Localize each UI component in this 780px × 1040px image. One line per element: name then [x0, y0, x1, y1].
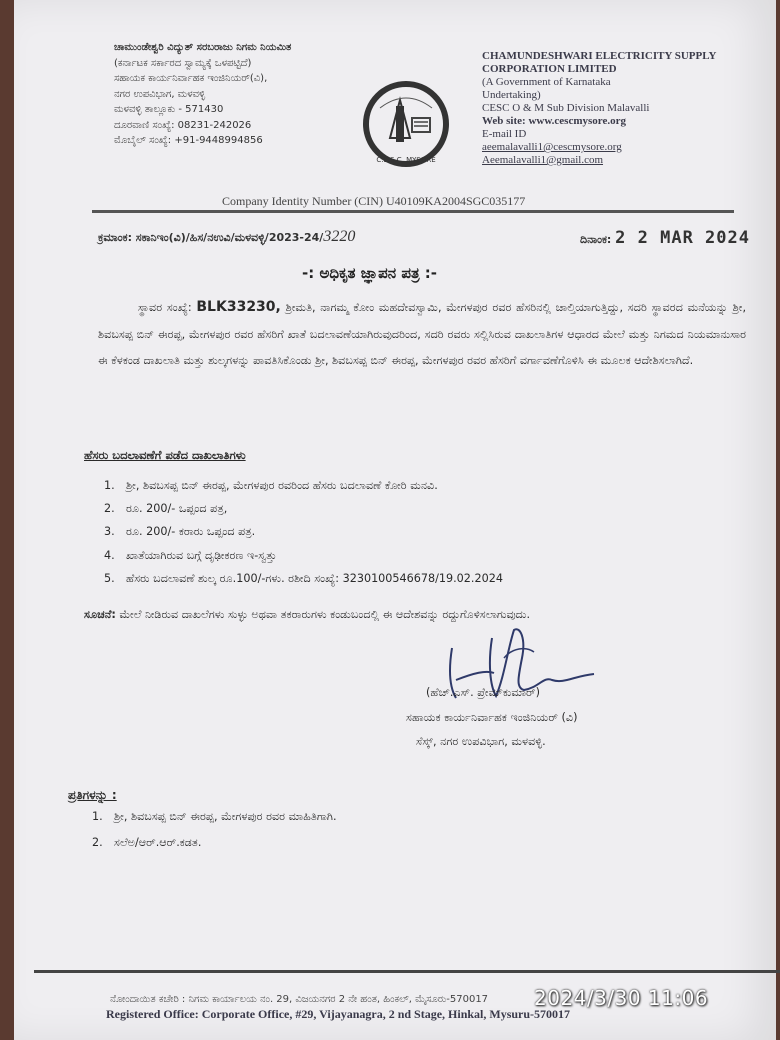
copies-list — [92, 804, 337, 856]
reference-number — [98, 228, 355, 246]
list-item — [104, 520, 503, 543]
signatory-office: ಸೆಸ್ಕ್, ನಗರ ಉಪವಿಭಾಗ, ಮಳವಳ್ಳಿ. — [416, 735, 546, 748]
letterhead-line: CESC O & M Sub Division Malavalli — [482, 102, 650, 114]
note-label: ಸೂಚನೆ: — [84, 608, 116, 621]
date-line — [580, 228, 750, 248]
letterhead-line: ಚಾಮುಂಡೇಶ್ವರಿ ವಿದ್ಯುತ್ ಸರಬರಾಜು ನಿಗಮ ನಿಯಮಿತ — [114, 42, 292, 53]
cin-number: Company Identity Number (CIN) U40109KA2004SGC035177 — [222, 194, 526, 208]
item-text: ರೂ. 200/- ಒಪ್ಪಂದ ಪತ್ರ, — [126, 502, 228, 516]
english-letterhead — [482, 50, 772, 167]
list-item — [104, 567, 503, 590]
kannada-letterhead — [114, 40, 354, 149]
email-label: E-mail ID — [482, 128, 527, 140]
letterhead-line: (A Government of Karnataka — [482, 76, 611, 88]
list-item — [104, 497, 503, 520]
item-text: ರೂ. 200/- ಕರಾರು ಒಪ್ಪಂದ ಪತ್ರ. — [126, 525, 256, 539]
letterhead-line: Undertaking) — [482, 89, 541, 101]
signatory-name: (ಹೆಚ್.ಎಸ್. ಪ್ರೇಮ್‌ಕುಮಾರ್) — [426, 686, 540, 699]
reference-label: ಕ್ರಮಾಂಕ: ಸಕಾನಿಇಂ(ವಿ)/ಹಿಸ/ನಉವಿ/ಮಳವಳ್ಳಿ/2023-24/ — [98, 231, 324, 244]
item-text: ಖಾತೆಯಾಗಿರುವ ಬಗ್ಗೆ ದೃಢೀಕರಣ ಇ-ಸ್ವತ್ತು — [126, 548, 277, 562]
installation-number: BLK33230, — [196, 299, 281, 315]
installation-label: ಸ್ಥಾವರ ಸಂಖ್ಯೆ: — [138, 301, 192, 314]
email-address: aeemalavalli1@cescmysore.org — [482, 141, 622, 153]
item-text: ಸಲೆಅ/ಆರ್.ಆರ್.ಕಡತ. — [114, 836, 202, 849]
letterhead-line: (ಕರ್ನಾಟಕ ಸರ್ಕಾರದ ಸ್ವಾಮ್ಯಕ್ಕೆ ಒಳಪಟ್ಟಿದೆ) — [114, 57, 252, 69]
item-number: 5. — [104, 571, 115, 585]
header-divider — [92, 210, 734, 213]
signatory-designation: ಸಹಾಯಕ ಕಾರ್ಯನಿರ್ವಾಹಕ ಇಂಜಿನಿಯರ್ (ವಿ) — [406, 711, 578, 724]
note-text: ಮೇಲೆ ನೀಡಿರುವ ದಾಖಲೆಗಳು ಸುಳ್ಳು ಅಥವಾ ತಕರಾರುಗಳು ಕಂಡುಬಂದಲ್ಲಿ ಈ ಆದೇಶವನ್ನು ರದ್ದುಗೊಳಿಸಲಾಗುವುದು. — [115, 608, 530, 621]
cesc-logo — [360, 78, 452, 170]
documents-list — [104, 474, 503, 590]
date-stamp: 2 2 MAR 2024 — [615, 228, 750, 248]
item-text: ಶ್ರೀ, ಶಿವಬಸಪ್ಪ ಬಿನ್ ಈರಪ್ಪ, ಮೇಗಳಪುರ ರವರಿಂದ ಹೆಸರು ಬದಲಾವಣೆ ಕೋರಿ ಮನವಿ. — [126, 479, 438, 492]
website-line: Web site: www.cescmysore.org — [482, 115, 626, 127]
item-number: 4. — [104, 548, 115, 562]
handwritten-number: 3220 — [323, 228, 356, 245]
footer-divider — [34, 970, 780, 973]
letterhead-line: ಮೊಬೈಲ್ ಸಂಖ್ಯೆ: +91-9448994856 — [114, 135, 263, 146]
letterhead-line: ನಗರ ಉಪವಿಭಾಗ, ಮಳವಳ್ಳಿ — [114, 88, 206, 100]
photo-timestamp: 2024/3/30 11:06 — [534, 986, 709, 1010]
body-text: ಶ್ರೀಮತಿ, ನಾಗಮ್ಮ ಕೋಂ ಮಹದೇವಸ್ವಾಮಿ, ಮೇಗಳಪುರ ರವರ ಹೆಸರಿನಲ್ಲಿ ಚಾಲ್ತಿಯಾಗುತ್ತಿದ್ದು, ಸದರಿ ಸ್ಥಾವರದ ಮನೆಯನ್ನು ಶ್ರೀ, ಶಿವಬಸಪ್ಪ ಬಿನ್ ಈರಪ್ಪ, ಮೇಗಳಪುರ ರವರ ಹೆಸರಿಗೆ ಖಾತೆ ಬದಲಾವಣೆಯಾಗಿರುವುದರಿಂದ, ಸದರಿ ರವರು ಸಲ್ಲಿಸಿರುವ ದಾಖಲಾತಿಗಳ ಆಧಾರದ ಮೇಲೆ ಮತ್ತು ನಿಗಮದ ನಿಯಮಾನುಸಾರ ಈ ಕೆಳಕಂಡ ದಾಖಲಾತಿ ಮತ್ತು ಶುಲ್ಕಗಳನ್ನು ಪಾವತಿಸಿಕೊಂಡು ಶ್ರೀ, ಶಿವಬಸಪ್ಪ ಬಿನ್ ಈರಪ್ಪ, ಮೇಗಳಪುರ ರವರ ಹೆಸರಿಗೆ ವರ್ಗಾವಣೆಗೊಳಿಸಿ ಈ ಮೂಲಕ ಆದೇಶಿಸಲಾಗಿದೆ. — [98, 301, 747, 368]
letterhead-line: CHAMUNDESHWARI ELECTRICITY SUPPLY — [482, 50, 717, 62]
item-text: ಹೆಸರು ಬದಲಾವಣೆ ಶುಲ್ಕ ರೂ.100/-ಗಳು. ರಶೀದಿ ಸಂಖ್ಯೆ: 3230100546678/19.02.2024 — [126, 571, 503, 585]
letterhead-line: ದೂರವಾಣಿ ಸಂಖ್ಯೆ: 08231-242026 — [114, 119, 252, 131]
list-item — [104, 474, 503, 497]
footer-kannada: ನೋಂದಾಯಿತ ಕಚೇರಿ : ನಿಗಮ ಕಾರ್ಯಾಲಯ ನಂ. 29, ವಿಜಯನಗರ 2 ನೇ ಹಂತ, ಹಿಂಕಲ್, ಮೈಸೂರು-570017 — [110, 994, 489, 1005]
footer-english: Registered Office: Corporate Office, #29, Vijayanagra, 2 nd Stage, Hinkal, Mysuru-570017 — [106, 1007, 571, 1021]
item-number: 1. — [92, 810, 103, 823]
letterhead-line: ಸಹಾಯಕ ಕಾರ್ಯನಿರ್ವಾಹಕ ಇಂಜಿನಿಯರ್(ವಿ), — [114, 73, 268, 84]
email-address: Aeemalavalli1@gmail.com — [482, 154, 604, 166]
date-label: ದಿನಾಂಕ: — [580, 233, 612, 246]
logo-text: C.E.S.C. MYSORE — [376, 156, 436, 164]
item-number: 1. — [104, 479, 115, 492]
item-text: ಶ್ರೀ, ಶಿವಬಸಪ್ಪ ಬಿನ್ ಈರಪ್ಪ, ಮೇಗಳಪುರ ರವರ ಮಾಹಿತಿಗಾಗಿ. — [114, 810, 337, 823]
item-number: 2. — [104, 502, 115, 516]
item-number: 3. — [104, 525, 115, 539]
letterhead-line: CORPORATION LIMITED — [482, 63, 617, 75]
body-paragraph — [98, 294, 746, 375]
list-item — [92, 804, 337, 830]
item-number: 2. — [92, 836, 103, 849]
copies-title: ಪ್ರತಿಗಳನ್ನು : — [68, 788, 117, 802]
document-sheet — [14, 0, 776, 1040]
documents-title: ಹೆಸರು ಬದಲಾವಣೆಗೆ ಪಡೆದ ದಾಖಲಾತಿಗಳು — [84, 448, 246, 462]
note-paragraph — [84, 598, 748, 632]
letterhead-line: ಮಳವಳ್ಳಿ ತಾಲ್ಲೂಕು - 571430 — [114, 104, 224, 115]
list-item — [104, 544, 503, 567]
list-item — [92, 830, 337, 856]
document-title: -: ಅಧಿಕೃತ ಜ್ಞಾಪನ ಪತ್ರ :- — [302, 264, 437, 282]
